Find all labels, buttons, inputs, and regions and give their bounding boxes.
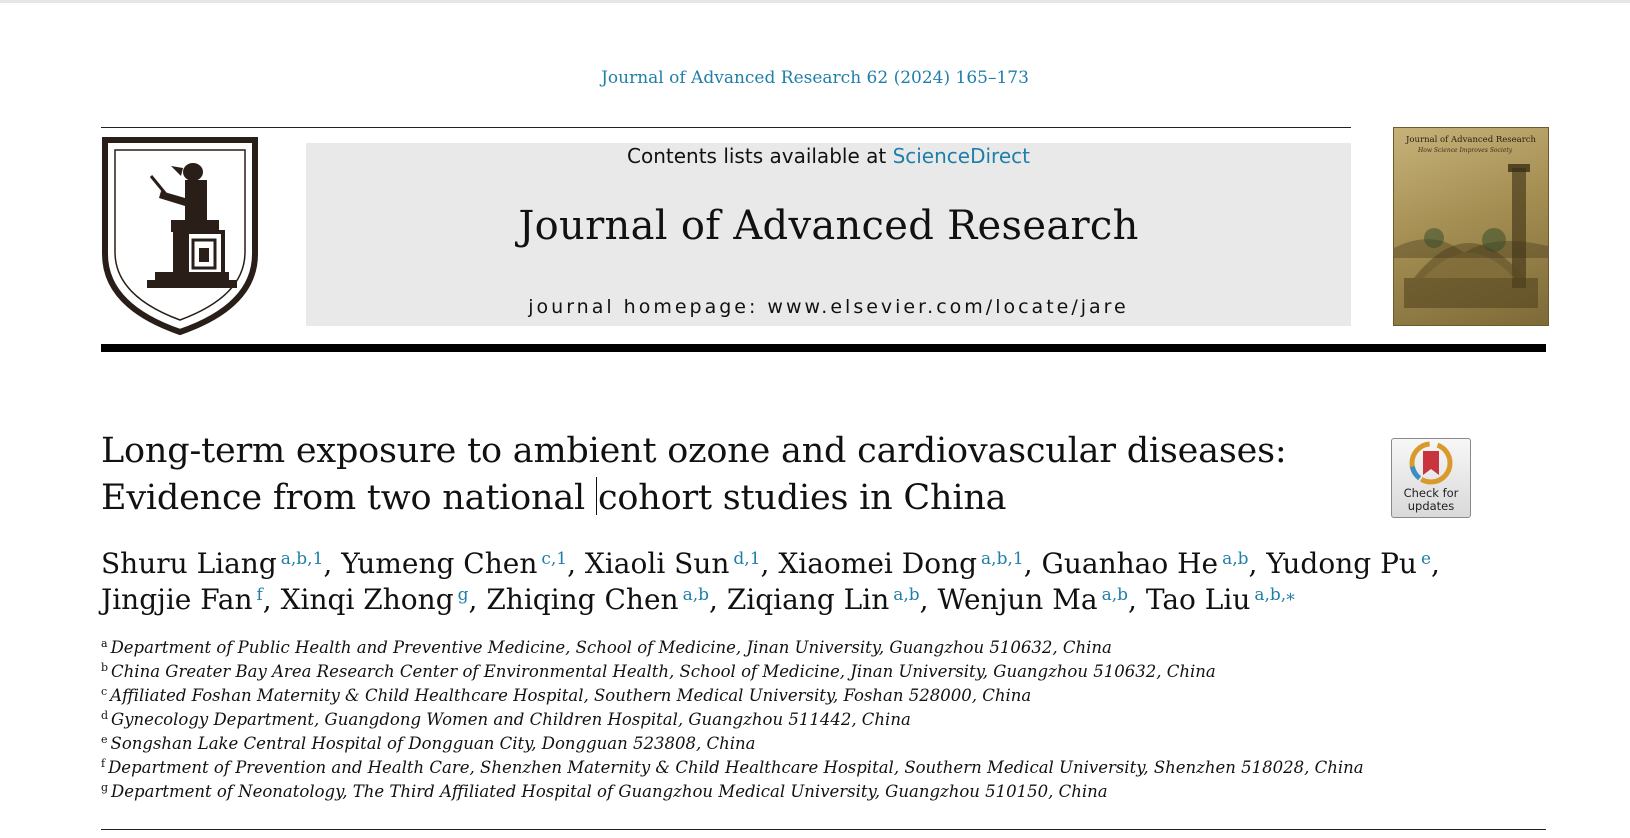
affiliation-list: [101, 636, 1501, 804]
affiliation-text: Songshan Lake Central Hospital of Dongguan City, Dongguan 523808, China: [110, 734, 756, 753]
bookmark-icon: [1392, 439, 1470, 489]
journal-title: Journal of Advanced Research: [518, 203, 1139, 249]
author-list: [101, 546, 1441, 618]
author-separator: ,: [919, 583, 938, 616]
author-separator: ,: [1248, 547, 1267, 580]
journal-cover-image: [1393, 127, 1549, 326]
affiliation-item: [101, 684, 1501, 708]
author-separator: ,: [262, 583, 281, 616]
badge-label-line-1: Check for: [1403, 486, 1459, 500]
author-name[interactable]: Xinqi Zhong: [280, 583, 454, 616]
author-affiliation-sup[interactable]: a,b: [1222, 549, 1249, 569]
cover-subtitle: How Science Improves Society: [1418, 147, 1513, 154]
author-name[interactable]: Tao Liu: [1145, 583, 1251, 616]
affiliation-text: China Greater Bay Area Research Center of Environmental Health, School of Medicine, Jinan University, Guangzhou 510632, China: [111, 662, 1216, 681]
text-cursor: [596, 477, 597, 515]
contents-line: [306, 144, 1351, 168]
affiliation-item: [101, 780, 1501, 804]
author-separator: ,: [1128, 583, 1146, 616]
author-separator: ,: [468, 583, 487, 616]
affiliation-text: Gynecology Department, Guangdong Women and Children Hospital, Guangzhou 511442, China: [111, 710, 911, 729]
author-name[interactable]: Shuru Liang: [101, 547, 277, 580]
affiliation-item: [101, 708, 1501, 732]
badge-label-line-2: updates: [1407, 499, 1455, 513]
affiliation-item: [101, 732, 1501, 756]
affiliation-item: [101, 660, 1501, 684]
author-affiliation-sup[interactable]: a,b: [1101, 585, 1129, 605]
badge-label: [1392, 487, 1470, 513]
author-name[interactable]: Guanhao He: [1041, 547, 1219, 580]
author-name[interactable]: Yumeng Chen: [341, 547, 538, 580]
section-rule: [101, 829, 1546, 830]
affiliation-text: Affiliated Foshan Maternity & Child Healthcare Hospital, Southern Medical University, Foshan 528000, China: [110, 686, 1032, 705]
author-affiliation-sup[interactable]: a,b,⁎: [1254, 585, 1295, 605]
article-title: [101, 428, 1351, 522]
journal-banner: [306, 143, 1351, 326]
contents-prefix: Contents lists available at: [627, 144, 887, 168]
author-separator: ,: [709, 583, 727, 616]
author-name[interactable]: Xiaoli Sun: [584, 547, 730, 580]
journal-citation[interactable]: Journal of Advanced Research 62 (2024) 165–173: [601, 68, 1029, 88]
affiliation-key: g: [101, 781, 109, 794]
affiliation-key: c: [101, 685, 108, 698]
author-affiliation-sup[interactable]: a,b: [893, 585, 920, 605]
author-separator: ,: [323, 547, 342, 580]
check-for-updates-button[interactable]: [1391, 438, 1471, 518]
affiliation-text: Department of Neonatology, The Third Affiliated Hospital of Guangzhou Medical University, Guangzhou 510150, China: [111, 782, 1108, 801]
sciencedirect-link[interactable]: ScienceDirect: [892, 144, 1030, 168]
affiliation-item: [101, 756, 1501, 780]
affiliation-key: e: [101, 733, 108, 746]
cover-title: Journal of Advanced Research: [1406, 135, 1537, 145]
author-affiliation-sup[interactable]: f: [256, 585, 263, 605]
title-line-1: Long-term exposure to ambient ozone and cardiovascular diseases:: [101, 431, 1287, 471]
author-name[interactable]: Zhiqing Chen: [486, 583, 679, 616]
affiliation-key: f: [101, 757, 106, 770]
author-affiliation-sup[interactable]: a,b: [682, 585, 709, 605]
affiliation-item: [101, 636, 1501, 660]
author-name[interactable]: Jingjie Fan: [101, 583, 253, 616]
author-affiliation-sup[interactable]: a,b,1: [981, 549, 1024, 569]
author-separator: ,: [760, 547, 779, 580]
author-name[interactable]: Ziqiang Lin: [726, 583, 890, 616]
author-name[interactable]: Yudong Pu: [1266, 547, 1417, 580]
author-separator: ,: [567, 547, 585, 580]
affiliation-key: a: [101, 637, 108, 650]
title-line-2: [101, 475, 1351, 522]
affiliation-key: b: [101, 661, 109, 674]
author-line-2: [101, 582, 1441, 618]
author-name[interactable]: Xiaomei Dong: [778, 547, 978, 580]
title-line-2-part-b: cohort studies in China: [597, 478, 1007, 518]
header-thick-rule: [101, 344, 1546, 352]
author-affiliation-sup[interactable]: d,1: [733, 549, 761, 569]
title-line-2-part-a: Evidence from two national: [101, 478, 596, 518]
author-name[interactable]: Wenjun Ma: [937, 583, 1098, 616]
header-rule: [101, 127, 1351, 128]
publisher-logo-icon: [101, 136, 259, 336]
author-affiliation-sup[interactable]: c,1: [541, 549, 568, 569]
cover-artwork-icon: [1394, 128, 1548, 325]
top-border: [0, 0, 1630, 3]
author-affiliation-sup[interactable]: e: [1420, 549, 1432, 569]
affiliation-text: Department of Prevention and Health Care, Shenzhen Maternity & Child Healthcare Hospital, Southern Medical University, Shenzhen 518028, China: [108, 758, 1364, 777]
author-line-1: [101, 546, 1441, 582]
affiliation-key: d: [101, 709, 109, 722]
author-separator: ,: [1023, 547, 1042, 580]
author-affiliation-sup[interactable]: g: [457, 585, 469, 605]
author-affiliation-sup[interactable]: a,b,1: [280, 549, 324, 569]
author-separator: ,: [1431, 547, 1440, 580]
affiliation-text: Department of Public Health and Preventive Medicine, School of Medicine, Jinan University, Guangzhou 510632, China: [110, 638, 1112, 657]
journal-homepage[interactable]: journal homepage: www.elsevier.com/locate/jare: [528, 296, 1129, 318]
